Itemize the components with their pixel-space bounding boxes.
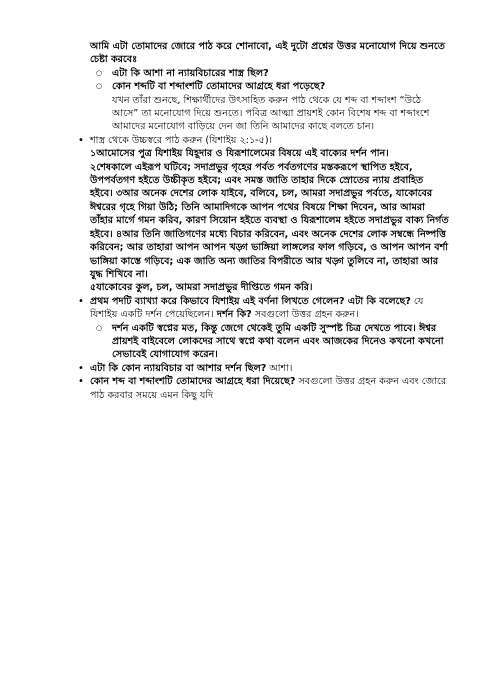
verses-2-4: ২শেষকালে এইরূপ ঘটিবে; সদাপ্রভুর গৃহের পর্বত পর্বতগণের মস্তকরূপে স্থাপিত হইবে, উপপর্বতগণ হইতে উচ্চীকৃত হইবে; এবং সমস্ত জাতি তাহার দিকে স্রোতের ন্যায় প্রবাহিত হইবে। ৩আর অনেক দেশের লোক যাইবে, বলিবে, চল, আমরা সদাপ্রভুর পর্বতে, যাকোবের ঈশ্বরের গৃহে গিয়া উঠি; তিনি আমাদিগকে আপন পথের বিষয়ে শিক্ষা দিবেন, আর আমরা তাঁহার মার্গে গমন করিব, কারণ সিয়োন হইতে ব্যবস্থা ও যিরূশালেম হইতে সদাপ্রভুর বাক্য নির্গত হইবে। ৪আর তিনি জাতিগণের মধ্যে বিচার করিবেন, এবং অনেক দেশের লোক সম্বন্ধে নিষ্পত্তি করিবেন; আর তাহারা আপন আপন খড়্গ ভাঙ্গিয়া লাঙ্গলের ফাল গড়িবে, ও আপন আপন বর্শা ভাঙ্গিয়া কাস্তে গড়িবে; এক জাতি অন্য জাতির বিপরীতে আর খড়্গ তুলিবে না, তাহারা আর যুদ্ধ শিখিবে না।	[90, 161, 449, 280]
main-list-2	[90, 295, 449, 322]
justice-or-hope-text: এটা কি কোন ন্যায়বিচার বা আশার দর্শন ছিল?	[90, 362, 267, 374]
vision-question: দর্শন কি?	[213, 309, 252, 321]
justice-or-hope-question	[78, 362, 449, 375]
question-hope-or-justice: ○ এটা কি আশা না ন্যায়বিচারের শাস্ত্র ছিল?	[90, 67, 449, 80]
word-phrase-text: কোন শব্দ বা শব্দাংশটি তোমাদের আগ্রহে ধরা দিয়েছে?	[90, 376, 296, 388]
word-phrase-question	[78, 375, 449, 402]
vision-definition: ○ দর্শন একটি স্বপ্নের মত, কিন্তু জেগে থেকেই তুমি একটি সুস্পষ্ট চিত্র দেখতে পাবে। ঈশ্বর প্রায়শই বাইবেলে লোকদের সাথে স্বপ্নে কথা বলেন এবং আজকের দিনেও কখনো কখনো সেভাবেই যোগাযোগ করেন।	[90, 322, 449, 362]
question-word-phrase: ○ কোন শব্দটি বা শব্দাংশটি তোমাদের আগ্রহে ধরা পড়েছে?	[90, 80, 449, 93]
verse-5: ৫যাকোবের কুল, চল, আমরা সদাপ্রভুর দীপ্তিতে গমন করি।	[90, 282, 313, 294]
question-list	[90, 67, 449, 94]
vision-answer-note: সবগুলো উত্তর গ্রহন করুন।	[251, 309, 359, 321]
main-list-3	[90, 362, 449, 402]
teacher-note: যখন তাঁরা শুনছে, শিক্ষার্থীদের উৎসাহিত করুন পাঠ থেকে যে শব্দ বা শব্দাংশ “উঠে আসে” তা মনোযোগ দিয়ে শুনতে। পবিত্র আত্মা প্রায়শই কোন বিশেষ শব্দ বা শব্দাংশে আমাদের মনোযোগ বাড়িয়ে দেন জা তিনি আমাদের কাছে বলতে চান।	[112, 94, 430, 133]
sub-list-vision	[90, 322, 449, 362]
intro-paragraph: আমি এটা তোমাদের জোরে পাঠ করে শোনাবো, এই দুটো প্রশ্নের উত্তর মনোযোগ দিয়ে শুনতে চেষ্টা করবেঃ	[90, 41, 445, 66]
verse-1: ১আমোসের পুত্র যিশাইয় যিহূদার ও যিরূশালেমের বিষয়ে এই বাক্যের দর্শন পান।	[90, 148, 389, 160]
read-scripture-instruction: • শাস্ত্র থেকে উচ্চস্বরে পাঠ করুন (যিশাইয় ২:১-৫)।	[78, 134, 449, 147]
word-phrase-answer: সবগুলো উত্তর গ্রহন করুন এবং জোরে পাঠ করবার সময়ে এমন কিছু যদি	[90, 376, 447, 401]
justice-or-hope-answer: আশা।	[266, 362, 293, 374]
explain-question	[78, 295, 449, 322]
explain-question-text: প্রথম পদটি ব্যাখ্যা করে কিভাবে যিশাইয় এই বর্ণনা লিখতে গেলেন? এটা কি বলেছে?	[90, 295, 411, 307]
main-list-1	[90, 134, 449, 147]
explain-answer: যে যিশাইয় একটি দর্শন পেয়েছিলেন।	[90, 295, 424, 321]
